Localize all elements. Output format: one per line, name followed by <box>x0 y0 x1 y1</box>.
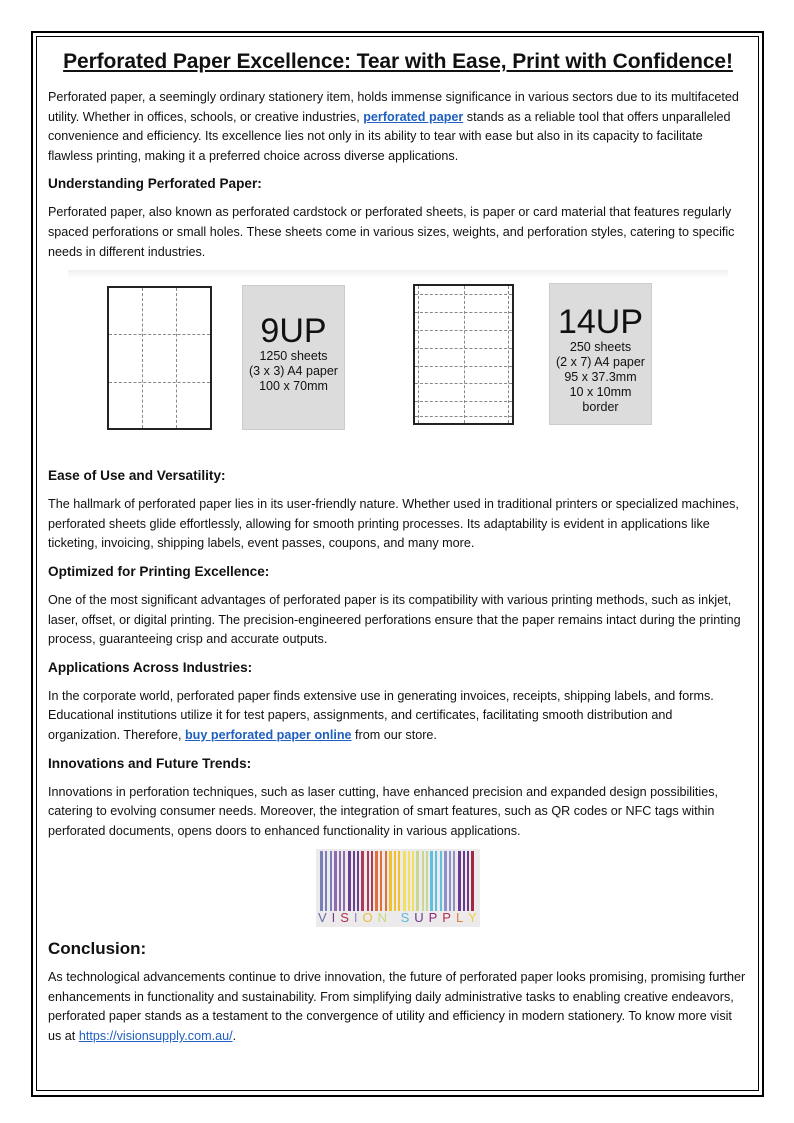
heading-ease-of-use: Ease of Use and Versatility: <box>48 468 226 484</box>
label-14up-line: (2 x 7) A4 paper <box>556 355 645 370</box>
printing-paragraph: One of the most significant advantages of perforated paper is its compatibility with various printing methods, such as inkjet, laser, offset, or digital printing. The precision-engineered perforations ensure that the paper remains intact during the printing process, guaranteeing crisp and accurate outputs. <box>48 592 741 647</box>
barcode-bar <box>467 851 469 911</box>
conclusion-paragraph <box>48 968 748 1046</box>
label-9up-line: 100 x 70mm <box>259 379 328 394</box>
barcode-bar <box>440 851 442 911</box>
logo-letter: V <box>317 910 328 926</box>
barcode-bar <box>371 851 373 911</box>
sheet-14up-diagram <box>413 284 514 425</box>
barcode-bar <box>367 851 369 911</box>
barcode-bar <box>330 851 332 911</box>
barcode-bar <box>408 851 410 911</box>
buy-online-link[interactable]: buy perforated paper online <box>184 727 352 742</box>
barcode-bar <box>458 851 461 911</box>
barcode-bar <box>430 851 433 911</box>
barcode-graphic <box>318 851 478 911</box>
logo-letter: L <box>455 910 465 926</box>
website-link[interactable]: https://visionsupply.com.au/ <box>78 1029 233 1044</box>
logo-letter: I <box>331 910 337 926</box>
logo-letter <box>392 910 397 925</box>
barcode-bar <box>471 851 474 911</box>
barcode-bar <box>339 851 341 911</box>
barcode-bar <box>435 851 437 911</box>
ease-paragraph: The hallmark of perforated paper lies in its user-friendly nature. Whether used in traditional printers or specialized machines, perforated sheets glide effortlessly, allowing for smooth printing processes. Its adaptability is evident in applications like ticketing, invoicing, shipping labels, event passes, coupons, and many more. <box>48 497 739 551</box>
label-9up <box>242 285 345 430</box>
applications-text: In the corporate world, perforated paper finds extensive use in generating invoices, receipts, shipping labels, and forms. Educational institutions utilize it for test papers, assignments, and certificates, facilitating smooth distribution and organization. Therefore, <box>48 688 714 742</box>
barcode-bar <box>320 851 323 911</box>
barcode-bar <box>403 851 406 911</box>
barcode-bar <box>398 851 400 911</box>
barcode-bar <box>449 851 451 911</box>
label-14up-line: 10 x 10mm border <box>569 385 632 415</box>
logo-letter: S <box>400 910 411 926</box>
heading-printing: Optimized for Printing Excellence: <box>48 563 270 579</box>
label-14up <box>549 283 652 425</box>
barcode-bar <box>394 851 396 911</box>
document-content <box>48 50 748 1055</box>
label-9up-line: 1250 sheets <box>259 349 328 364</box>
barcode-bar <box>412 851 414 911</box>
conclusion-text: As technological advancements continue to drive innovation, the future of perforated paper looks promising, promising further enhancements in functionality and sustainability. From simplifying daily administrative tasks to enabling creative endeavors, perforated paper stands as a testament to the convergence of utility and efficiency in modern stationery. To know more visit us at <box>48 970 746 1044</box>
intro-paragraph <box>48 88 748 166</box>
intro-text-end: stands as a reliable tool that offers unparalleled convenience and efficiency. Its excellence lies not only in its ability to tear with ease but also in its capacity to facilitate flawless printing, making it a preferred choice across diverse applications. <box>48 109 731 163</box>
perforated-sheets-figure <box>48 270 748 456</box>
perforated-paper-link[interactable]: perforated paper <box>363 109 464 124</box>
page-title: Perforated Paper Excellence: Tear with Ease, Print with Confidence! <box>63 50 733 73</box>
applications-paragraph <box>48 687 748 746</box>
barcode-bar <box>361 851 364 911</box>
conclusion-text-end: . <box>232 1029 237 1044</box>
barcode-bar <box>348 851 351 911</box>
label-14up-line: 95 x 37.3mm <box>564 370 637 385</box>
barcode-bar <box>453 851 455 911</box>
barcode-bar <box>422 851 424 911</box>
barcode-bar <box>444 851 447 911</box>
heading-applications: Applications Across Industries: <box>48 659 253 675</box>
label-14up-line: 250 sheets <box>569 340 632 355</box>
logo-letter: P <box>442 910 452 926</box>
logo-letter: I <box>353 910 359 926</box>
label-9up-line: (3 x 3) A4 paper <box>249 364 338 379</box>
barcode-bar <box>380 851 382 911</box>
understanding-paragraph: Perforated paper, also known as perforated cardstock or perforated sheets, is paper or card material that features regularly spaced perforations or small holes. These sheets come in various sizes, weights, and perforation styles, catering to specific needs in different industries. <box>48 205 735 259</box>
barcode-bar <box>463 851 465 911</box>
intro-text: Perforated paper, a seemingly ordinary stationery item, holds immense significance in various sectors due to its multifaceted utility. Whether in offices, schools, or creative industries, <box>48 90 739 124</box>
barcode-bar <box>343 851 345 911</box>
logo-text <box>316 910 480 925</box>
barcode-bar <box>325 851 327 911</box>
logo-letter: S <box>340 910 350 926</box>
barcode-bar <box>416 851 419 911</box>
barcode-bar <box>353 851 355 911</box>
barcode-bar <box>389 851 392 911</box>
logo-letter: U <box>414 910 425 926</box>
barcode-bar <box>375 851 378 911</box>
logo-letter: P <box>428 910 439 926</box>
logo-letter: N <box>377 910 389 926</box>
sheet-9up-diagram <box>107 286 212 430</box>
logo-letter: O <box>362 910 374 926</box>
barcode-bar <box>357 851 359 911</box>
heading-innovations: Innovations and Future Trends: <box>48 755 252 771</box>
label-9up-name: 9UP <box>260 312 327 351</box>
label-14up-name: 14UP <box>557 303 644 342</box>
barcode-bar <box>334 851 337 911</box>
heading-understanding: Understanding Perforated Paper: <box>48 176 262 192</box>
logo-letter: Y <box>468 910 478 926</box>
vision-supply-logo <box>316 849 480 927</box>
heading-conclusion: Conclusion: <box>48 939 147 959</box>
barcode-bar <box>426 851 428 911</box>
innovations-paragraph: Innovations in perforation techniques, such as laser cutting, have enhanced precision and expanded design possibilities, catering to evolving consumer needs. Moreover, the integration of smart features, such as QR codes or NFC tags within perforated documents, opens doors to enhanced functionality in various applications. <box>48 784 719 838</box>
applications-text-end: from our store. <box>351 727 437 742</box>
barcode-bar <box>385 851 387 911</box>
